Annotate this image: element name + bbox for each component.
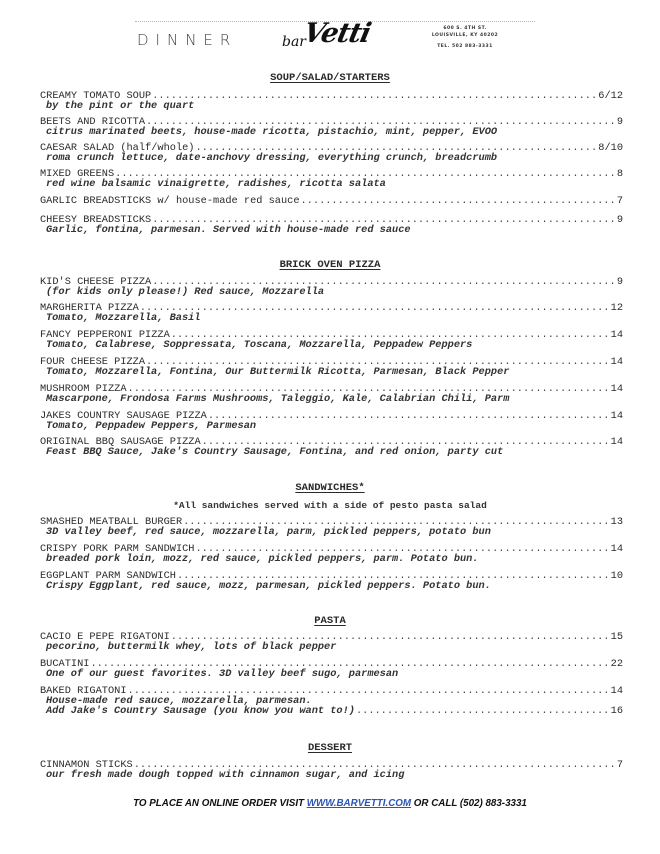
item-name: EGGPLANT PARM SANDWICH — [40, 570, 176, 582]
menu-item — [40, 117, 623, 137]
address-phone: TEL. 502 883-3331 — [437, 44, 493, 49]
menu-item — [40, 517, 623, 537]
item-description: Feast BBQ Sauce, Jake's Country Sausage, Fontina, and red onion, party cut — [46, 446, 504, 458]
item-name: CREAMY TOMATO SOUP — [40, 90, 152, 102]
menu-item — [40, 384, 623, 404]
item-price: 14 — [610, 383, 623, 395]
item-price: 9 — [616, 276, 623, 288]
item-price: 12 — [610, 302, 623, 314]
menu-item — [40, 169, 623, 189]
footer-prefix: TO PLACE AN ONLINE ORDER VISIT — [133, 798, 307, 809]
item-price: 14 — [610, 436, 623, 448]
item-price: 14 — [610, 685, 623, 697]
menu-title: DINNER — [137, 31, 238, 49]
item-description: Tomato, Mozzarella, Fontina, Our Buttermilk Ricotta, Parmesan, Black Pepper — [46, 366, 510, 378]
order-footer — [0, 798, 660, 809]
item-price: 14 — [610, 329, 623, 341]
item-description: (for kids only please!) Red sauce, Mozzarella — [46, 286, 325, 298]
item-name: ORIGINAL BBQ SAUSAGE PIZZA — [40, 436, 201, 448]
website-link[interactable]: WWW.BARVETTI.COM — [306, 798, 412, 809]
item-name: MIXED GREENS — [40, 168, 115, 180]
item-name: MUSHROOM PIZZA — [40, 383, 127, 395]
logo-name: Vetti — [300, 18, 374, 49]
item-price: 9 — [616, 214, 623, 226]
item-name: MARGHERITA PIZZA — [40, 302, 139, 314]
item-description: breaded pork loin, mozz, red sauce, pickled peppers, parm. Potato bun. — [46, 553, 479, 565]
address-street: 600 S. 4TH ST. — [443, 26, 487, 31]
dot-leader — [152, 91, 597, 101]
menu-item — [40, 330, 623, 350]
item-name: BUCATINI — [40, 658, 90, 670]
item-price: 7 — [616, 759, 623, 771]
item-name: BAKED RIGATONI — [40, 685, 127, 697]
item-name: FANCY PEPPERONI PIZZA — [40, 329, 170, 341]
item-name: JAKES COUNTRY SAUSAGE PIZZA — [40, 410, 207, 422]
dot-leader — [356, 706, 610, 716]
dot-leader — [301, 196, 616, 206]
item-name: CHEESY BREADSTICKS — [40, 214, 152, 226]
item-addon — [40, 706, 623, 716]
item-price: 14 — [610, 543, 623, 555]
item-price: 22 — [610, 658, 623, 670]
item-name: CACIO E PEPE RIGATONI — [40, 631, 170, 643]
item-name: KID'S CHEESE PIZZA — [40, 276, 152, 288]
menu-item — [40, 437, 623, 457]
item-description: pecorino, buttermilk whey, lots of black pepper — [46, 641, 337, 653]
menu-item — [40, 303, 623, 323]
item-description: Mascarpone, Frondosa Farms Mushrooms, Taleggio, Kale, Calabrian Chili, Parm — [46, 393, 510, 405]
item-name: GARLIC BREADSTICKS w/ house-made red sauce — [40, 195, 300, 207]
section-heading-starters: SOUP/SALAD/STARTERS — [270, 72, 390, 84]
item-description: citrus marinated beets, house-made ricotta, pistachio, mint, pepper, EVOO — [46, 126, 498, 138]
item-name: CINNAMON STICKS — [40, 759, 133, 771]
item-price: 6/12 — [598, 90, 623, 102]
section-heading-sandwiches: SANDWICHES* — [295, 482, 365, 494]
address-city: LOUISVILLE, KY 40202 — [431, 33, 499, 38]
menu-item — [40, 632, 623, 652]
item-price: 13 — [610, 516, 623, 528]
item-name: CAESAR SALAD (half/whole) — [40, 142, 195, 154]
item-description: by the pint or the quart — [46, 100, 195, 112]
menu-item — [40, 215, 623, 235]
item-price: 15 — [610, 631, 623, 643]
item-name: FOUR CHEESE PIZZA — [40, 356, 146, 368]
item-price: 7 — [616, 195, 623, 207]
section-heading-pasta: PASTA — [314, 615, 346, 627]
item-name: SMASHED MEATBALL BURGER — [40, 516, 183, 528]
item-price: 14 — [610, 410, 623, 422]
menu-item — [40, 760, 623, 780]
menu-item — [40, 411, 623, 431]
menu-item — [40, 91, 623, 111]
item-name: CRISPY PORK PARM SANDWICH — [40, 543, 195, 555]
item-description: Garlic, fontina, parmesan. Served with house-made red sauce — [46, 224, 411, 236]
section-heading-dessert: DESSERT — [307, 742, 353, 754]
addon-price: 16 — [610, 705, 623, 717]
menu-item — [40, 544, 623, 564]
dot-leader — [140, 303, 610, 313]
item-description: One of our guest favorites. 3D valley beef sugo, parmesan — [46, 668, 399, 680]
item-price: 10 — [610, 570, 623, 582]
item-price: 9 — [616, 116, 623, 128]
item-description: Tomato, Calabrese, Soppressata, Toscana, Mozzarella, Peppadew Peppers — [46, 339, 473, 351]
logo-prefix: bar — [282, 34, 307, 50]
menu-item — [40, 143, 623, 163]
menu-item — [40, 571, 623, 591]
item-price: 14 — [610, 356, 623, 368]
item-description: red wine balsamic vinaigrette, radishes, ricotta salata — [46, 178, 386, 190]
item-description: Tomato, Peppadew Peppers, Parmesan — [46, 420, 257, 432]
item-name: BEETS AND RICOTTA — [40, 116, 146, 128]
menu-item — [40, 686, 623, 716]
item-description: House-made red sauce, mozzarella, parmesan. — [46, 695, 312, 707]
section-heading-pizza: BRICK OVEN PIZZA — [279, 259, 381, 271]
item-price: 8 — [616, 168, 623, 180]
menu-item — [40, 357, 623, 377]
menu-item — [40, 196, 623, 206]
address-block — [430, 25, 500, 50]
item-description: roma crunch lettuce, date-anchovy dressing, everything crunch, breadcrumb — [46, 152, 498, 164]
menu-item — [40, 277, 623, 297]
sandwich-note: *All sandwiches served with a side of pesto pasta salad — [173, 500, 487, 511]
dot-leader — [208, 411, 610, 421]
item-description: Crispy Eggplant, red sauce, mozz, parmesan, pickled peppers. Potato bun. — [46, 580, 491, 592]
footer-suffix: OR CALL (502) 883-3331 — [411, 798, 527, 809]
item-price: 8/10 — [598, 142, 623, 154]
menu-item — [40, 659, 623, 679]
item-description: 3D valley beef, red sauce, mozzarella, parm, pickled peppers, potato bun — [46, 526, 491, 538]
bar-vetti-logo — [282, 18, 378, 54]
item-description: Tomato, Mozzarella, Basil — [46, 312, 201, 324]
addon-name: Add Jake's Country Sausage (you know you want to!) — [46, 705, 355, 717]
item-description: our fresh made dough topped with cinnamon sugar, and icing — [46, 769, 405, 781]
